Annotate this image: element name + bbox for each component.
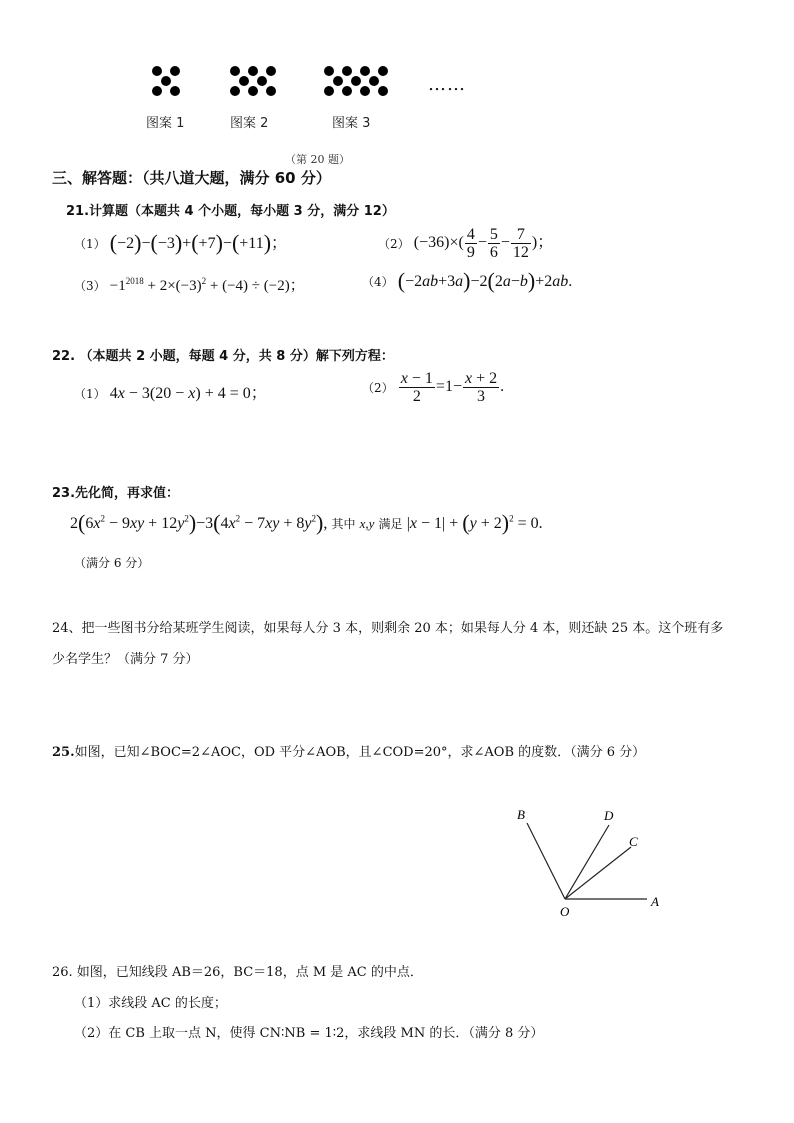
dot bbox=[369, 76, 379, 86]
q21-part1-number: （1） bbox=[74, 237, 106, 251]
label-A: A bbox=[651, 894, 659, 909]
dot bbox=[161, 76, 171, 86]
q24-line1: 24、把一些图书分给某班学生阅读，如果每人分 3 本，则剩余 20 本；如果每人分 4 本，则还缺 25 本。这个班有多 bbox=[52, 621, 724, 636]
q22-title: 22. （本题共 2 小题，每题 4 分，共 8 分）解下列方程： bbox=[52, 349, 394, 364]
q23-condition-vars: x,y bbox=[359, 516, 375, 531]
q21-part4-number: （4） bbox=[362, 275, 394, 289]
pattern-ellipsis: …… bbox=[428, 74, 466, 95]
q23-title: 23.先化简，再求值： bbox=[52, 486, 180, 501]
q26-line1: 26. 如图，已知线段 AB＝26，BC＝18，点 M 是 AC 的中点． bbox=[52, 965, 423, 980]
dot bbox=[248, 86, 258, 96]
pattern-1-label: 图案 1 bbox=[146, 116, 185, 131]
q21-part3-number: （3） bbox=[74, 279, 106, 293]
ray-OC bbox=[565, 847, 631, 899]
dot bbox=[170, 66, 180, 76]
dot bbox=[230, 66, 240, 76]
dot bbox=[360, 86, 370, 96]
q25-angle-diagram bbox=[505, 805, 685, 925]
q25-body: 如图，已知∠BOC=2∠AOC，OD 平分∠AOB，且∠COD=20°，求∠AOB 的度数．（满分 6 分） bbox=[74, 745, 646, 760]
dot bbox=[378, 66, 388, 76]
ray-OB bbox=[527, 823, 565, 899]
pattern-3-label: 图案 3 bbox=[332, 116, 371, 131]
label-D: D bbox=[604, 808, 614, 823]
q21-title: 21.计算题（本题共 4 个小题，每小题 3 分，满分 12） bbox=[66, 204, 395, 219]
q23-condition-text: 其中 bbox=[331, 517, 356, 531]
q23-expr: $2(6x^2 - 9xy + 12y^2)-3(4x^2 - 7xy + 8y^2)$, bbox=[70, 510, 328, 535]
section-3-title: 三、解答题：（共八道大题，满分 60 分） bbox=[52, 169, 331, 187]
dot bbox=[239, 76, 249, 86]
dot bbox=[152, 66, 162, 76]
q22-part1-number: （1） bbox=[74, 387, 106, 401]
dot bbox=[351, 76, 361, 86]
q21-part3 bbox=[74, 274, 305, 295]
q21-part3-expr: $-1^{2018} + 2\times(-3)^2 + (-4) \div (-2)$； bbox=[109, 276, 305, 294]
dot bbox=[342, 66, 352, 76]
q21-part2 bbox=[378, 226, 553, 261]
dot bbox=[342, 86, 352, 96]
q22-part2 bbox=[362, 370, 504, 405]
dot bbox=[170, 86, 180, 96]
label-B: B bbox=[517, 807, 525, 822]
dot bbox=[266, 86, 276, 96]
dot bbox=[230, 86, 240, 96]
dot bbox=[266, 66, 276, 76]
dot bbox=[333, 76, 343, 86]
q23-condition-text2: 满足 bbox=[378, 517, 403, 531]
dot bbox=[152, 86, 162, 96]
pattern-1-dots bbox=[150, 64, 186, 100]
q22-part1 bbox=[74, 380, 267, 403]
q21-part4 bbox=[362, 270, 572, 292]
dot bbox=[257, 76, 267, 86]
q22-part2-expr: $\frac{x - 1}{2}$ =1− $\frac{x + 2}{3}$ . bbox=[400, 370, 505, 405]
q25-text bbox=[52, 741, 645, 760]
q23-condition-expr: $|x - 1| + (y + 2)^2 = 0$. bbox=[406, 510, 543, 535]
dot bbox=[378, 86, 388, 96]
pattern-2-label: 图案 2 bbox=[230, 116, 269, 131]
ray-OD bbox=[565, 825, 609, 899]
q25-number: 25. bbox=[52, 745, 75, 760]
q26-line2: （1）求线段 AC 的长度； bbox=[74, 996, 227, 1011]
pattern-3-dots bbox=[322, 64, 392, 100]
q21-part4-expr: (−2ab+3a)−2(2a−b)+2ab. bbox=[397, 268, 573, 293]
q26-line3: （2）在 CB 上取一点 N，使得 CN∶NB = 1∶2，求线段 MN 的长．（满分 8 分） bbox=[74, 1026, 544, 1041]
q21-part1-expr: (−2)−(−3)+(+7)−(+11)； bbox=[109, 230, 288, 255]
dot bbox=[248, 66, 258, 76]
q21-part2-number: （2） bbox=[378, 237, 410, 251]
figure-20-caption: （第 20 题） bbox=[285, 153, 350, 166]
pattern-2-dots bbox=[228, 64, 280, 100]
q23-expression bbox=[70, 512, 543, 534]
q22-part2-number: （2） bbox=[362, 381, 394, 395]
q23-score: （满分 6 分） bbox=[74, 556, 150, 570]
q24-line2: 少名学生？（满分 7 分） bbox=[52, 652, 199, 667]
dot bbox=[324, 66, 334, 76]
q21-part2-expr: (−36)×( $\frac{4}{9}$ − $\frac{5}{6}$ − $\frac{7}{12}$ )； bbox=[413, 226, 554, 261]
label-C: C bbox=[629, 834, 638, 849]
label-O: O bbox=[560, 904, 570, 919]
dot bbox=[324, 86, 334, 96]
dot bbox=[360, 66, 370, 76]
q21-part1 bbox=[74, 230, 287, 254]
q22-part1-expr: 4x − 3(20 − x) + 4 = 0； bbox=[109, 385, 267, 402]
